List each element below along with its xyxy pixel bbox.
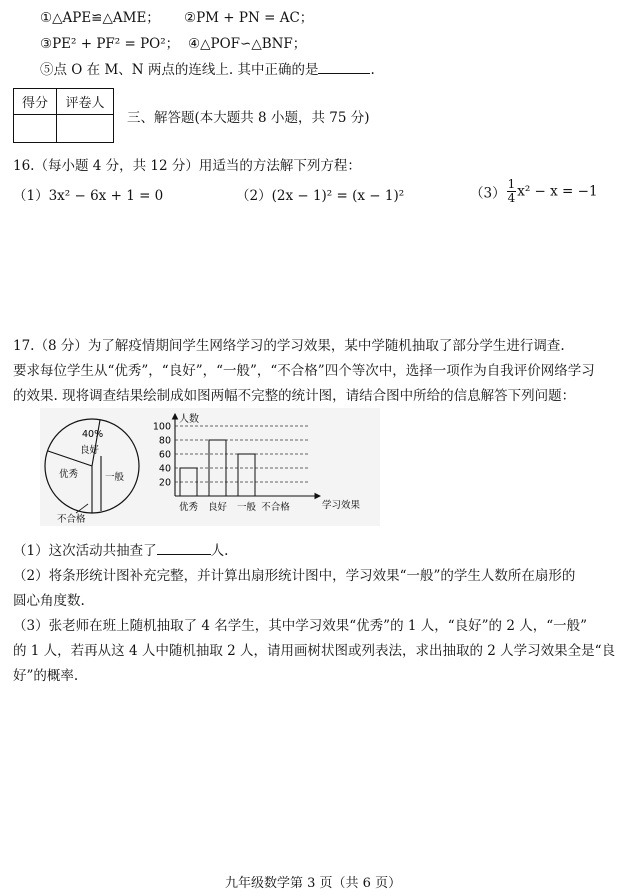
q17-line-3: 的效果. 现将调查结果绘制成如图两幅不完整的统计图，请结合图中所给的信息解答下列问题： — [13, 388, 576, 404]
q17-sub-1-end: 人. — [210, 543, 229, 559]
y-axis-label: 人数 — [179, 414, 199, 425]
q17-sub-2-line-2: 圆心角度数. — [13, 593, 85, 609]
q17-line-1: 17.（8 分）为了解疫情期间学生网络学习的学习效果，某中学随机抽取了部分学生进行调查. — [13, 338, 565, 354]
q17-sub-3-line-1: （3）张老师在班上随机抽取了 4 名学生，其中学习效果“优秀”的 1 人，“良好”的 2 人，“一般” — [13, 618, 588, 634]
category-label: 不合格 — [261, 502, 290, 513]
q16-intro: 16.（每小题 4 分，共 12 分）用适当的方法解下列方程： — [13, 158, 361, 174]
q17-sub-3-line-3: 好”的概率. — [13, 668, 79, 684]
pie-label-general: 一般 — [105, 472, 125, 483]
pie-label-pct: 40% — [82, 429, 104, 440]
bar-chart — [140, 408, 380, 526]
reviewer-cell — [57, 115, 114, 143]
q16-part-1: （1）3x² − 6x + 1 = 0 — [13, 188, 164, 204]
category-label: 优秀 — [178, 502, 199, 513]
pie-divider-2 — [92, 420, 100, 466]
score-table — [13, 88, 114, 143]
option-2: ②PM + PN = AC； — [184, 10, 314, 26]
option-5 — [40, 58, 375, 78]
q17-sub-1 — [13, 539, 228, 559]
q16-part-3 — [470, 178, 598, 205]
fraction — [507, 178, 517, 205]
option-1: ①△APE≌△AME； — [40, 10, 160, 26]
option-5-text: ⑤点 O 在 M、N 两点的连线上. 其中正确的是 — [40, 62, 319, 78]
q16-part-3-rest: x² − x = −1 — [517, 183, 598, 200]
option-3: ③PE² + PF² = PO²； — [40, 36, 180, 52]
section-3-title: 三、解答题(本大题共 8 小题，共 75 分) — [127, 110, 370, 126]
fraction-denominator: 4 — [507, 191, 516, 205]
q17-sub-2-line-1: （2）将条形统计图补充完整，并计算出扇形统计图中，学习效果“一般”的学生人数所在扇形的 — [13, 568, 576, 584]
category-label: 良好 — [207, 502, 228, 513]
y-tick-label: 80 — [158, 435, 171, 447]
answer-blank — [157, 542, 211, 555]
reviewer-header: 评卷人 — [57, 89, 114, 115]
statistics-figure — [40, 408, 380, 526]
pie-label-excellent: 优秀 — [59, 469, 79, 480]
option-5-end: . — [370, 62, 375, 78]
bar-2 — [238, 454, 255, 496]
y-tick-label: 20 — [158, 477, 171, 489]
page-footer: 九年级数学第 3 页（共 6 页） — [225, 876, 402, 891]
y-tick-label: 100 — [152, 421, 171, 433]
option-4: ④△POF∽△BNF； — [188, 36, 307, 52]
score-header: 得分 — [14, 89, 57, 115]
q16-part-3-prefix: （3） — [470, 185, 506, 202]
q17-sub-3-line-2: 的 1 人，若再从这 4 人中随机抽取 2 人，请用画树状图或列表法，求出抽取的 2 人学习效果全是“良 — [13, 643, 616, 659]
pie-label-fail: 不合格 — [57, 514, 86, 525]
q16-part-2: （2）(2x − 1)² = (x − 1)² — [236, 188, 405, 204]
q17-line-2: 要求每位学生从“优秀”，“良好”，“一般”，“不合格”四个等次中，选择一项作为自我评价网络学习 — [13, 363, 595, 379]
score-cell — [14, 115, 57, 143]
x-axis-label: 学习效果 — [322, 500, 361, 511]
q17-sub-1-text: （1）这次活动共抽查了 — [13, 543, 157, 559]
y-tick-label: 60 — [158, 449, 171, 461]
answer-blank — [318, 61, 370, 74]
category-label: 一般 — [236, 502, 257, 513]
pie-label-good: 良好 — [80, 445, 100, 456]
y-tick-label: 40 — [158, 463, 171, 475]
fraction-numerator: 1 — [507, 177, 516, 191]
